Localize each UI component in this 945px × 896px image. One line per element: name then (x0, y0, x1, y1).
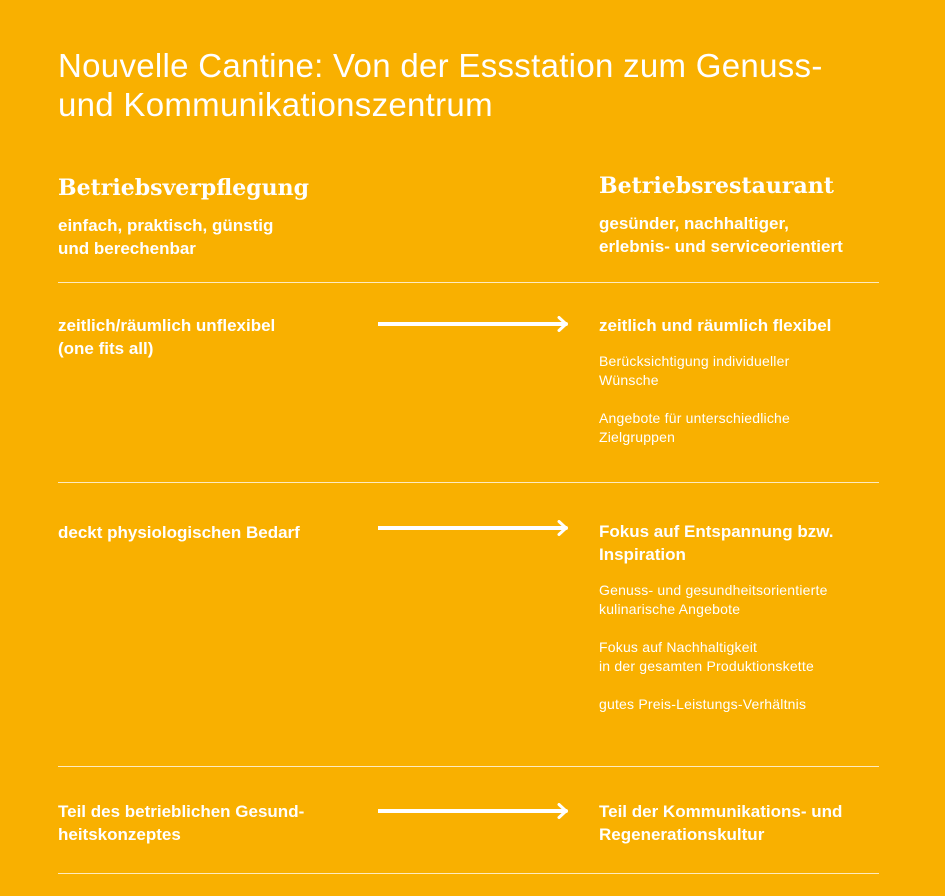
divider (58, 873, 879, 874)
row-2-right-text: Fokus auf Entspannung bzw. Inspiration (599, 522, 834, 564)
divider (58, 482, 879, 483)
row-3-right-text: Teil der Kommunikations- und Regenerationskultur (599, 802, 843, 844)
divider (58, 282, 879, 283)
arrow-right-icon (378, 803, 570, 819)
row-3-left-text: Teil des betrieblichen Gesund- heitskonzeptes (58, 802, 305, 844)
divider (58, 766, 879, 767)
left-column-header (58, 174, 378, 260)
row-2-left-text: deckt physiologischen Bedarf (58, 523, 300, 542)
row-2-detail-2: Fokus auf Nachhaltigkeit in der gesamten Produktionskette (599, 639, 814, 674)
title-line-2: und Kommunikationszentrum (58, 86, 493, 124)
left-header-title: Betriebsverpflegung (58, 175, 309, 201)
right-header-subtitle: gesünder, nachhaltiger, erlebnis- und serviceorientiert (599, 214, 843, 256)
right-header-title: Betriebsrestaurant (599, 173, 834, 199)
arrow-right-icon (378, 520, 570, 536)
row-1-left-text: zeitlich/räumlich unflexibel (one fits all) (58, 316, 276, 358)
row-1-right (599, 314, 889, 447)
row-1-detail-1: Berücksichtigung individueller Wünsche (599, 353, 790, 388)
right-column-header (599, 172, 899, 258)
title-line-1: Nouvelle Cantine: Von der Essstation zum Genuss- (58, 47, 823, 85)
left-header-subtitle: einfach, praktisch, günstig und berechenbar (58, 216, 274, 258)
row-1-right-text: zeitlich und räumlich flexibel (599, 316, 832, 335)
row-2-detail-1: Genuss- und gesundheitsorientierte kulinarische Angebote (599, 582, 828, 617)
row-3-right (599, 800, 889, 846)
row-2-detail-3: gutes Preis-Leistungs-Verhältnis (599, 696, 807, 712)
arrow-right-icon (378, 316, 570, 332)
row-2-right (599, 520, 889, 714)
page-title (58, 46, 898, 124)
row-1-detail-2: Angebote für unterschiedliche Zielgruppen (599, 410, 791, 445)
